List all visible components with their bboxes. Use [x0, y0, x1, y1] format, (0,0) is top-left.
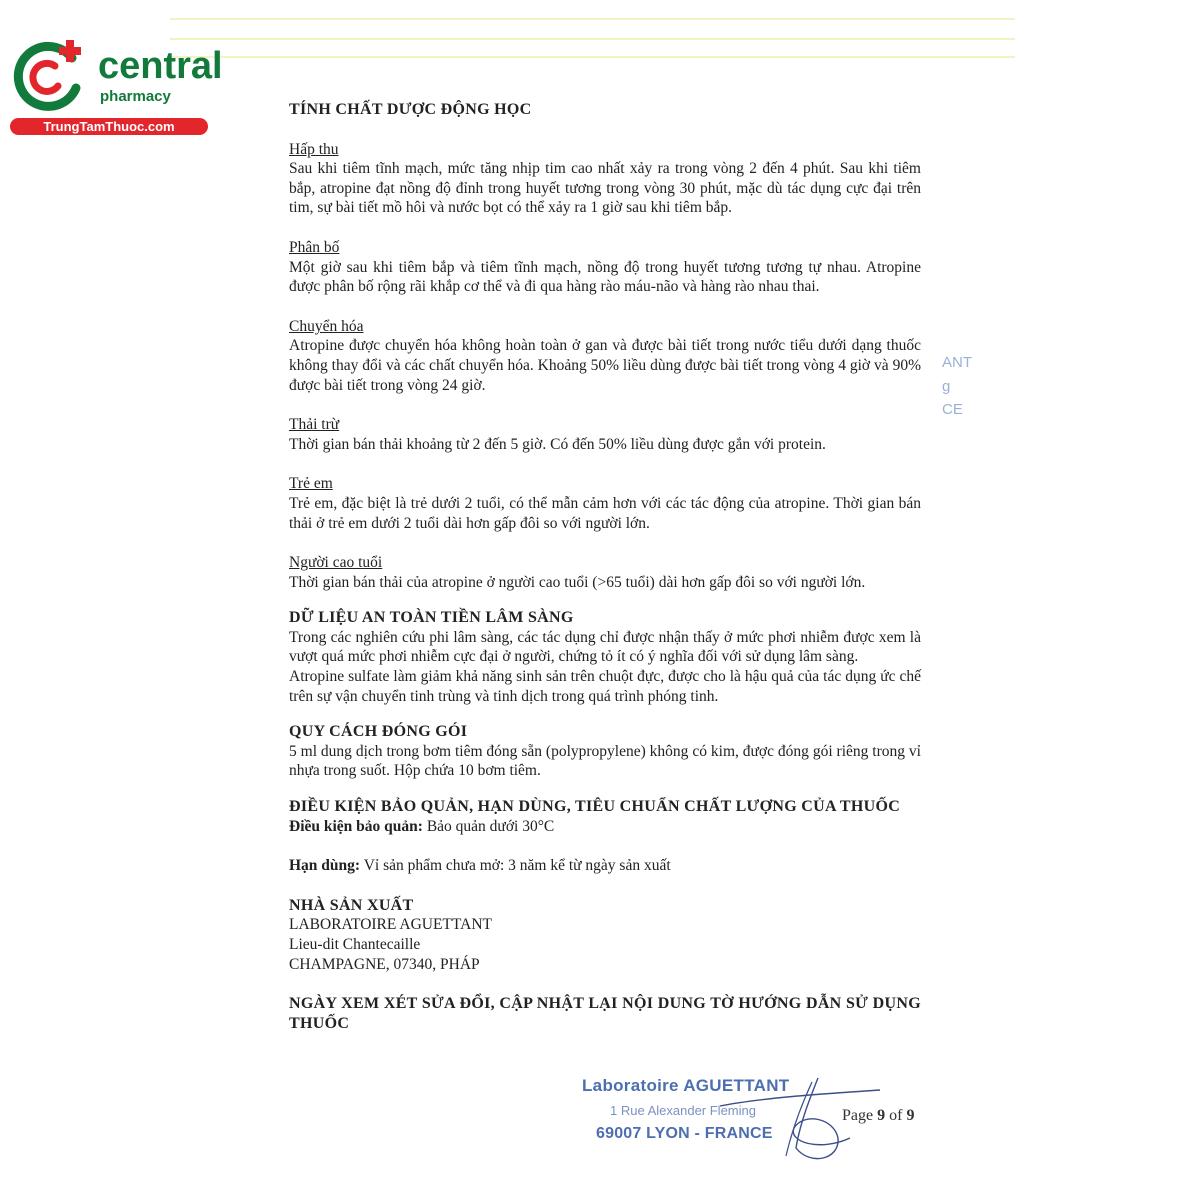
- stamp-line-2: 1 Rue Alexander Fleming: [610, 1103, 756, 1118]
- absorption-subheading: Hấp thu: [289, 140, 339, 158]
- manufacturer-heading: NHÀ SẢN XUẤT: [289, 896, 414, 914]
- scan-artifact: [170, 38, 1015, 40]
- storage-value: Bảo quản dưới 30°C: [426, 817, 555, 835]
- packaging-heading: QUY CÁCH ĐÓNG GÓI: [289, 723, 468, 741]
- side-strip-text: CE: [942, 401, 963, 418]
- logo-url[interactable]: TrungTamThuoc.com: [10, 118, 208, 135]
- preclinical-paragraph-1: Trong các nghiên cứu phi lâm sàng, các tác dụng chỉ được nhận thấy ở mức phơi nhiễm được xem là vượt quá mức phơi nhiễm cực đại ở người, chứng tỏ ít có ý nghĩa đối với sử dụng lâm sàng.: [289, 628, 921, 666]
- preclinical-paragraph-2: Atropine sulfate làm giảm khả năng sinh sản trên chuột đực, được cho là hậu quả của tác dụng ức chế trên sự vận chuyển tinh trùng và tinh dịch trong quá trình phóng tinh.: [289, 668, 921, 705]
- page-label: Page: [842, 1107, 874, 1124]
- side-strip-text: ANT: [942, 354, 972, 371]
- document-body: [289, 100, 921, 1033]
- manufacturer-line: CHAMPAGNE, 07340, PHÁP: [289, 955, 480, 973]
- page-total: 9: [906, 1107, 915, 1124]
- storage-line: [289, 817, 921, 837]
- absorption-paragraph: Sau khi tiêm tĩnh mạch, mức tăng nhịp tim cao nhất xảy ra trong vòng 2 đến 4 phút. Sau khi tiêm bắp, atropine đạt nồng độ đỉnh trong huyết tương trong vòng 30 phút, mặc dù tác dụng cực đại trên tim, sự bài tiết mồ hôi và nước bọt có thể xảy ra 1 giờ sau khi tiêm bắp.: [289, 160, 921, 217]
- storage-label: Điều kiện bảo quản:: [289, 817, 423, 835]
- shelf-life-line: [289, 856, 921, 876]
- elderly-paragraph: Thời gian bán thải của atropine ở người cao tuổi (>65 tuổi) dài hơn gấp đôi so với người lớn.: [289, 573, 866, 591]
- page-number: [842, 1107, 914, 1125]
- scan-artifact: [170, 18, 1015, 20]
- pharmacy-cross-icon: [10, 36, 90, 116]
- children-subheading: Trẻ em: [289, 475, 333, 493]
- elderly-subheading: Người cao tuổi: [289, 554, 383, 572]
- metabolism-subheading: Chuyển hóa: [289, 317, 364, 335]
- metabolism-paragraph: Atropine được chuyển hóa không hoàn toàn ở gan và được bài tiết trong nước tiểu dưới dạng thuốc không thay đổi và các chất chuyển hóa. Khoảng 50% liều dùng được bài tiết trong vòng 4 giờ và 90% được bài tiết trong vòng 24 giờ.: [289, 337, 921, 394]
- logo-name: central: [98, 45, 223, 87]
- pk-heading: TÍNH CHẤT DƯỢC ĐỘNG HỌC: [289, 101, 532, 118]
- elimination-paragraph: Thời gian bán thải khoảng từ 2 đến 5 giờ. Có đến 50% liều dùng được gắn với protein.: [289, 435, 826, 453]
- storage-heading: ĐIỀU KIỆN BẢO QUẢN, HẠN DÙNG, TIÊU CHUẨN CHẤT LƯỢNG CỦA THUỐC: [289, 798, 901, 816]
- manufacturer-line: LABORATOIRE AGUETTANT: [289, 916, 492, 934]
- page-of: of: [889, 1107, 903, 1124]
- children-paragraph: Trẻ em, đặc biệt là trẻ dưới 2 tuổi, có thể mẫn cảm hơn với các tác động của atropine. Thời gian bán thải ở trẻ em dưới 2 tuổi dài hơn gấp đôi so với người lớn.: [289, 494, 921, 532]
- elimination-subheading: Thải trừ: [289, 416, 340, 434]
- distribution-subheading: Phân bố: [289, 238, 340, 256]
- side-strip-text: g: [942, 378, 951, 395]
- revision-heading: NGÀY XEM XÉT SỬA ĐỔI, CẬP NHẬT LẠI NỘI DUNG TỜ HƯỚNG DẪN SỬ DỤNG THUỐC: [289, 995, 921, 1032]
- page-current: 9: [877, 1107, 886, 1124]
- central-pharmacy-logo: [10, 36, 223, 136]
- shelf-life-label: Hạn dùng:: [289, 857, 361, 875]
- packaging-paragraph: 5 ml dung dịch trong bơm tiêm đóng sẵn (polypropylene) không có kim, được đóng gói riêng trong vỉ nhựa trong suốt. Hộp chứa 10 bơm tiêm.: [289, 742, 921, 780]
- stamp-line-3: 69007 LYON - FRANCE: [596, 1125, 773, 1142]
- shelf-life-value: Vỉ sản phẩm chưa mở: 3 năm kể từ ngày sản xuất: [363, 857, 671, 875]
- scan-artifact: [170, 56, 1015, 58]
- manufacturer-line: Lieu-dit Chantecaille: [289, 936, 421, 953]
- logo-subtitle: pharmacy: [100, 88, 171, 105]
- distribution-paragraph: Một giờ sau khi tiêm bắp và tiêm tĩnh mạch, nồng độ trong huyết tương tương tự nhau. Atropine được phân bố rộng rãi khắp cơ thể và đi qua hàng rào máu-não và hàng rào nhau thai.: [289, 258, 921, 296]
- stamp-line-1: Laboratoire AGUETTANT: [582, 1076, 790, 1095]
- preclinical-heading: DỮ LIỆU AN TOÀN TIỀN LÂM SÀNG: [289, 609, 574, 627]
